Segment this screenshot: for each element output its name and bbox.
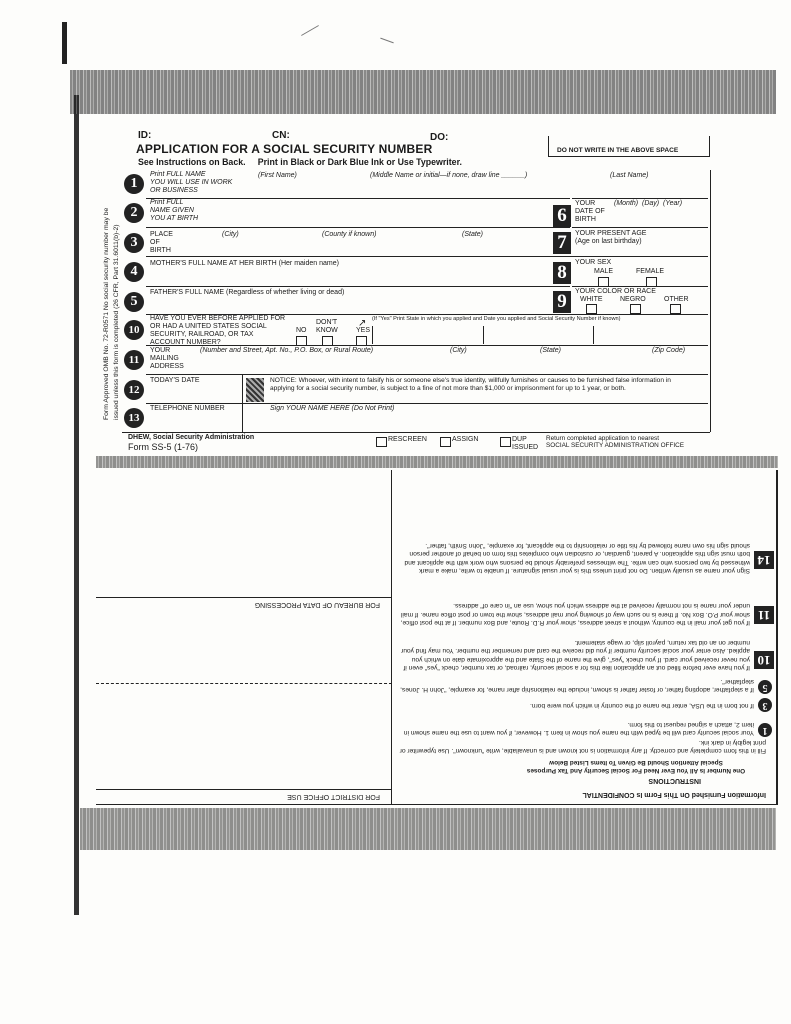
birth-name-input[interactable] <box>220 202 560 222</box>
instruction-item-14: Sign your name as usually written. Do not print unless this is your usual signature. If unable to write, make a mark witnessed by two persons who can write. The witnesses preferably should be persons who work with the applicant and both must sign this application. A parent, guardian, or custodian who completes this form on behalf of another person should sign his own name followed by his title or relationship to the applicant, for example, "John Smith, father". <box>404 542 750 574</box>
mailing-address-input[interactable] <box>200 357 700 371</box>
race-negro-checkbox[interactable] <box>630 304 641 314</box>
instruction-10-badge: 10 <box>754 651 774 669</box>
telephone-input[interactable] <box>150 414 240 428</box>
signature-input[interactable] <box>270 414 700 428</box>
grid-divider <box>593 326 594 344</box>
instruction-item-5: If a stepfather, adopting father, or foster father is shown, include the relationship after name, for example, "John H. Jones, stepfather". <box>400 677 754 693</box>
row-rule <box>146 198 570 199</box>
item-4-marker: 4 <box>124 262 144 282</box>
row-rule <box>572 256 708 257</box>
instruction-item-11: If you get your mail in the country, without a street address, show your R.D. Route, and Box number. If at the post office, show your P.O. Box No. If there is no such way of showing your mail address, show the town or post office name. If mail under your name is not normally received at the address which you show, use an "in care of" address. <box>400 602 750 626</box>
scan-mark <box>301 25 319 36</box>
item-10-marker: 10 <box>124 320 144 340</box>
district-office-label: FOR DISTRICT OFFICE USE <box>287 793 380 800</box>
scan-band-bottom <box>80 808 776 850</box>
instruction-item-3: If not born in the USA, enter the name of the country in which you were born. <box>530 702 754 709</box>
instruction-intro: Fill in this form completely and correctly. If any information is not known and is unavailable, write "unknown". Use typewriter or print legibly in dark ink. <box>399 738 766 754</box>
field-2-label: Print FULL NAME GIVEN YOU AT BIRTH <box>150 199 199 222</box>
field-3-city: (City) <box>222 231 239 238</box>
field-11-street: (Number and Street, Apt. No., P.O. Box, or Rural Route) <box>200 347 374 354</box>
field-11-city: (City) <box>450 347 467 354</box>
row-rule <box>146 403 708 404</box>
field-4-label: MOTHER'S FULL NAME AT HER BIRTH (Her maiden name) <box>150 260 339 267</box>
back-instructions-title: INSTRUCTIONS <box>648 777 701 784</box>
field-8-label: YOUR SEX <box>575 259 612 266</box>
back-side <box>96 470 778 805</box>
sex-male-label: MALE <box>594 268 614 275</box>
row-rule <box>122 432 710 433</box>
today-date-input[interactable] <box>150 386 240 402</box>
item-12-marker: 12 <box>124 380 144 400</box>
scan-band-middle <box>96 456 778 468</box>
prior-details-grid <box>372 326 709 344</box>
field-1-last: (Last Name) <box>610 172 649 179</box>
item-7-marker: 7 <box>553 232 571 254</box>
back-column-divider <box>391 470 392 804</box>
race-other-checkbox[interactable] <box>670 304 681 314</box>
row-rule <box>146 374 708 375</box>
item-11-marker: 11 <box>124 350 144 370</box>
data-processing-rule <box>96 597 392 598</box>
side-note-1: Form Approved OMB No. 72-R0571 No social security number may be <box>103 207 110 420</box>
item-8-marker: 8 <box>553 262 571 284</box>
office-note: DO NOT WRITE IN THE ABOVE SPACE <box>557 147 679 154</box>
field-6-label: YOUR DATE OF BIRTH <box>575 200 605 223</box>
instruction-3-badge: 3 <box>758 698 772 712</box>
grid-divider <box>483 326 484 344</box>
data-processing-label: FOR BUREAU OF DATA PROCESSING <box>254 601 380 608</box>
issued-label: ISSUED <box>512 444 539 451</box>
row-rule <box>146 345 708 346</box>
id-label: ID: <box>138 130 152 141</box>
district-office-rule <box>96 789 392 790</box>
row-rule <box>146 227 570 228</box>
prior-details-note: (If "Yes" Print State in which you applied and Date you applied and Social Security Number if known) <box>372 316 621 322</box>
prior-no-label: NO <box>296 327 307 334</box>
rescreen-checkbox[interactable] <box>376 437 387 447</box>
prior-dontknow-label: DON'T KNOW <box>316 319 338 334</box>
field-3-label: PLACE OF BIRTH <box>150 231 173 254</box>
row-rule <box>572 286 708 287</box>
instruction-item-10: If you have ever before filled out an application like this for a social security, railroad, or tax number, check "yes" even if you never received your card. If you check "yes", give the name of the State and the approximate date on which you applied. Also enter your social security number if you did receive the card and remember the number. You may find your number on an old tax return, payroll slip, or wage statement. <box>401 639 750 671</box>
assign-checkbox[interactable] <box>440 437 451 447</box>
field-12-label: TODAY'S DATE <box>150 377 200 384</box>
field-3-state: (State) <box>462 231 484 238</box>
father-name-input[interactable] <box>150 298 550 310</box>
instruction-5-badge: 5 <box>758 680 772 694</box>
field-11-state: (State) <box>540 347 562 354</box>
scan-mark-2 <box>380 38 393 44</box>
cut-line <box>96 683 392 684</box>
field-5-label: FATHER'S FULL NAME (Regardless of whether living or dead) <box>150 289 345 296</box>
item-3-marker: 3 <box>124 233 144 253</box>
row-rule <box>572 198 708 199</box>
rescreen-label: RESCREEN <box>388 436 427 443</box>
instruction-14-badge: 14 <box>754 551 774 569</box>
side-note-2: issued unless this form is completed (26 CFR, Part 31.6011(b)-2) <box>113 224 120 420</box>
dup-checkbox[interactable] <box>500 437 511 447</box>
do-label: DO: <box>430 132 449 143</box>
scan-edge-left <box>62 22 67 64</box>
item-9-marker: 9 <box>553 291 571 313</box>
item-5-marker: 5 <box>124 292 144 312</box>
item-13-marker: 13 <box>124 408 144 428</box>
agency-label: DHEW, Social Security Administration <box>128 434 255 441</box>
field-11-label: YOUR MAILING ADDRESS <box>150 347 184 370</box>
field-9-label: YOUR COLOR OR RACE <box>575 288 656 295</box>
back-heading: Information Furnished On This Form Is CONFIDENTIAL <box>582 791 766 798</box>
race-other-label: OTHER <box>664 296 689 303</box>
field-11-zip: (Zip Code) <box>652 347 686 354</box>
field-13-label: TELEPHONE NUMBER <box>150 405 225 412</box>
scan-edge-left-lower <box>74 95 79 915</box>
field-1-first: (First Name) <box>258 172 297 179</box>
return-note: Return completed application to nearest SOCIAL SECURITY ADMINISTRATION OFFICE <box>546 435 685 450</box>
assign-label: ASSIGN <box>452 436 479 443</box>
field-1-middle: (Middle Name or initial—if none, draw line ______) <box>370 172 528 179</box>
instruction-1-badge: 1 <box>758 723 772 737</box>
dup-label: DUP <box>512 436 527 443</box>
item-6-marker: 6 <box>553 205 571 227</box>
row-rule <box>572 227 708 228</box>
prior-yes-arrow: ↗ <box>358 318 367 329</box>
instruction-item-1: Your social security card will be typed with the name you show in item 1. However, if you want to use the name shown in item 2, attach a signed request to this form. <box>403 720 754 736</box>
back-instructions-sub: One Number Is All You Ever Need For Social Security And Tax Purposes Special Attention Should Be Given To Items Listed Below <box>526 759 746 774</box>
name-input[interactable] <box>258 182 698 196</box>
back-side-rotated <box>96 470 776 804</box>
birth-date-input[interactable] <box>620 210 700 226</box>
mother-name-input[interactable] <box>150 270 550 284</box>
field-3-county: (County if known) <box>322 231 377 238</box>
form-subtitle: See Instructions on Back. Print in Black or Dark Blue Ink or Use Typewriter. <box>138 157 462 167</box>
field-14-label: Sign YOUR NAME HERE (Do Not Print) <box>270 405 395 412</box>
field-7-label: YOUR PRESENT AGE (Age on last birthday) <box>575 230 647 245</box>
sex-female-label: FEMALE <box>636 268 665 275</box>
race-white-label: WHITE <box>580 296 603 303</box>
birthplace-input[interactable] <box>200 240 540 254</box>
form-id: Form SS-5 (1-76) <box>128 442 199 452</box>
instruction-11-badge: 11 <box>754 606 774 624</box>
item-2-marker: 2 <box>124 203 144 223</box>
race-white-checkbox[interactable] <box>586 304 597 314</box>
notice-text: NOTICE: Whoever, with intent to falsify his or someone else's true identity, willfully furnishes or causes to be furnished false information in applying for a social security number, is subject to a fine of not more than $1,000 or imprisonment for up to 1 year, or both. <box>270 377 671 392</box>
field-6-parts: (Month) (Day) (Year) <box>614 200 683 207</box>
office-note-box <box>548 136 710 157</box>
prior-yes-label: YES <box>356 327 371 334</box>
scan-band-top <box>70 70 776 114</box>
form-title: APPLICATION FOR A SOCIAL SECURITY NUMBER <box>136 142 433 156</box>
notice-marker <box>246 378 264 402</box>
cn-label: CN: <box>272 130 290 141</box>
race-negro-label: NEGRO <box>620 296 646 303</box>
field-1-label: Print FULL NAME YOU WILL USE IN WORK OR BUSINESS <box>150 171 233 194</box>
field-10-label: HAVE YOU EVER BEFORE APPLIED FOR OR HAD A UNITED STATES SOCIAL SECURITY, RAILROAD, OR TAX ACCOUNT NUMBER? <box>150 315 286 346</box>
row-rule <box>146 286 570 287</box>
item-1-marker: 1 <box>124 174 144 194</box>
